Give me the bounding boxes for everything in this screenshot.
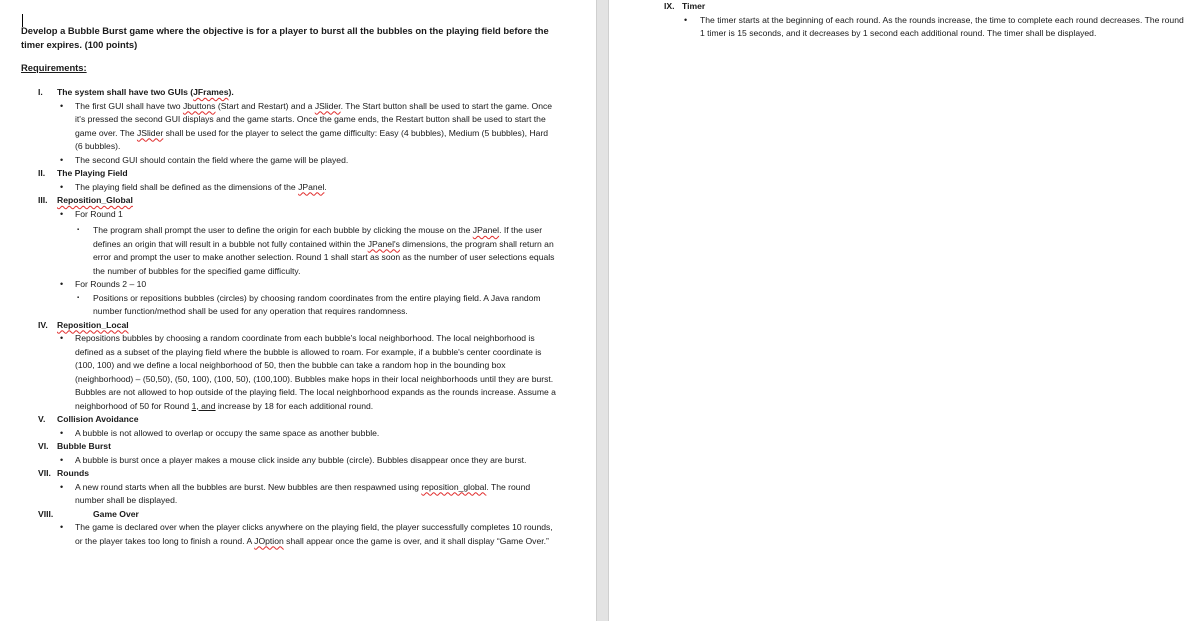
spelling-flag-joption[interactable]: JOption — [254, 535, 284, 546]
text-run: The game is declared over when the player clicks anywhere on the playing field, the player successfully completes 10 rounds, or the player takes too long to finish a round. A — [75, 522, 553, 546]
section-7-heading — [0, 467, 596, 481]
text-run: Repositions bubbles by choosing a random coordinate from each bubble's local neighborhood. The local neighborhood is defined as a subset of the playing field where the bubble is allowed to roam. For example, if a bubble's center coordinate is (100, 100) and we define a local neighborhood of 50, then the bubble can take a random hop in the bounding box (neighborhood) – (50,50), (50, 100), (100, 50), (100,100). Bubbles make hops in their local neighborhoods until they are burst. Bubbles are not allowed to hop outside of the playing field. The local neighborhood expands as the rounds increase. Assume a neighborhood of 50 for Round — [75, 333, 556, 411]
section-3-heading — [0, 194, 596, 208]
assignment-title: Develop a Bubble Burst game where the objective is for a player to burst all the bubbles on the playing field before the timer expires. (100 points) — [21, 25, 549, 50]
spelling-flag-jframes[interactable]: JFrames — [193, 87, 229, 97]
section-2-number: II. — [38, 168, 46, 178]
section-8-heading-text: Game Over — [93, 508, 139, 519]
text-run: dimensions, the program shall return an error and prompt the user to make another selection. Round 1 shall start as soon as the number of user selections equals the number of bubbles for the specified game difficulty. — [93, 238, 555, 276]
section-2-bullet-1 — [0, 181, 596, 195]
section-7-bullet-1 — [0, 481, 596, 508]
text-run: . The Start button shall be used to start the game. Once it's pressed the second GUI displays and the game starts. Once the game ends, the Restart button shall be used to start the game over. The — [75, 100, 553, 138]
section-4-number: IV. — [38, 319, 48, 330]
section-2-heading-text: The Playing Field — [57, 168, 128, 178]
section-1-heading — [0, 86, 596, 100]
spelling-flag-jpanel[interactable]: JPanel — [298, 181, 325, 192]
spelling-flag-jpanels[interactable]: JPanel's — [367, 238, 400, 249]
text-run: A new round starts when all the bubbles are burst. New bubbles are then respawned using — [75, 481, 419, 492]
text-run: shall appear once the game is over, and it shall display “Game Over.” — [283, 535, 549, 546]
section-7-heading-text: Rounds — [57, 468, 89, 478]
text-run: The first GUI shall have two — [75, 100, 183, 111]
section-8-bullet-1 — [0, 521, 596, 548]
spelling-flag-reposition-global[interactable]: Reposition_Global — [57, 195, 133, 205]
section-3-number: III. — [38, 195, 48, 205]
spelling-flag-reposition-global-2[interactable]: reposition_global — [421, 481, 487, 492]
section-6-heading — [0, 440, 596, 454]
spelling-flag-jpanel-2[interactable]: JPanel — [472, 225, 500, 235]
text-run: The playing field shall be defined as the dimensions of the — [75, 181, 299, 192]
spelling-flag-jslider-2[interactable]: JSlider — [136, 127, 164, 138]
section-9-number: IX. — [664, 1, 675, 11]
section-9-bullet-1: • The timer starts at the beginning of each round. As the rounds increase, the time to complete each round decreases. The round 1 timer is 15 seconds, and it decreases by 1 second each additional round. The timer shall be displayed. — [664, 14, 1184, 41]
section-3-sub-bullet-1 — [0, 224, 596, 278]
grammar-flag[interactable]: 1, and — [191, 400, 216, 411]
text-run: . If the user defines an origin that will result in a bubble not fully contained within the — [93, 225, 543, 249]
section-1-heading-end: ). — [228, 87, 234, 97]
spelling-flag-jslider[interactable]: JSlider — [314, 100, 341, 111]
requirements-list-continued — [664, 0, 1184, 41]
section-5-bullet-1: • A bubble is not allowed to overlap or occupy the same space as another bubble. — [0, 427, 596, 441]
document-page-left[interactable] — [0, 0, 596, 621]
section-3-bullet-2: • For Rounds 2 – 10 — [0, 278, 596, 292]
section-5-heading-text: Collision Avoidance — [57, 414, 139, 424]
section-6-bullet-1: • A bubble is burst once a player makes a mouse click inside any bubble (circle). Bubbles disappear once they are burst. — [0, 454, 596, 468]
section-1-bullet-2: • The second GUI should contain the field where the game will be played. — [0, 154, 596, 168]
section-5-heading — [0, 413, 596, 427]
section-7-number: VII. — [38, 468, 51, 478]
section-9-heading — [664, 0, 1184, 14]
spelling-flag-jbuttons[interactable]: Jbuttons — [182, 100, 216, 111]
section-4-bullet-1 — [0, 332, 596, 413]
section-6-number: VI. — [38, 441, 49, 451]
requirements-list — [0, 86, 596, 548]
text-run: increase by 18 for each additional round. — [215, 400, 374, 411]
section-8-heading — [0, 508, 596, 522]
section-2-heading — [0, 167, 596, 181]
section-9-heading-text: Timer — [682, 1, 706, 11]
document-page-right[interactable] — [609, 0, 1198, 621]
text-run: (Start and Restart) and a — [215, 100, 315, 111]
page-gutter — [596, 0, 609, 621]
text-run: shall be used for the player to select the game difficulty: Easy (4 bubbles), Medium (5 bubbles), Hard (6 bubbles). — [75, 127, 549, 151]
section-1-number: I. — [38, 87, 43, 97]
section-1-bullet-1 — [0, 100, 596, 154]
section-3-sub-bullet-2: ▪ Positions or repositions bubbles (circles) by choosing random coordinates from the entire playing field. A Java random number function/method shall be used for any operation that requires randomness. — [0, 292, 596, 319]
text-run: The program shall prompt the user to define the origin for each bubble by clicking the mouse on the — [93, 225, 473, 235]
spelling-flag-reposition-local[interactable]: Reposition_Local — [57, 319, 129, 330]
section-4-heading — [0, 319, 596, 333]
section-8-number: VIII. — [38, 508, 54, 519]
section-6-heading-text: Bubble Burst — [57, 441, 111, 451]
section-1-heading-text: The system shall have two GUIs ( — [57, 87, 194, 97]
section-3-bullet-1: • For Round 1 — [0, 208, 596, 222]
text-run: . — [324, 181, 327, 192]
section-5-number: V. — [38, 414, 46, 424]
text-run: . The round number shall be displayed. — [75, 481, 531, 505]
requirements-heading: Requirements: — [21, 62, 87, 73]
